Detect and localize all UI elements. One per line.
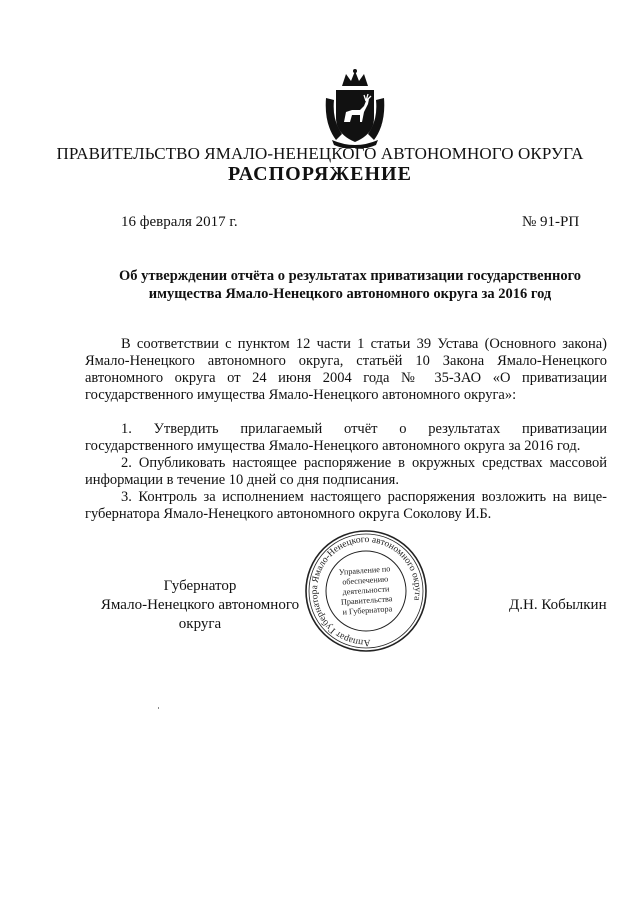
stamp-center-line: и Губернатора [342, 604, 393, 617]
stamp-center-line: Правительства [340, 594, 393, 607]
signer-name: Д.Н. Кобылкин [509, 597, 607, 613]
organization-title: ПРАВИТЕЛЬСТВО ЯМАЛО-НЕНЕЦКОГО АВТОНОМНОГО ОКРУГА [56, 144, 584, 163]
document-body [85, 336, 607, 523]
official-stamp [302, 527, 430, 655]
document-subject [95, 267, 605, 303]
stamp-center-line: обеспечению [341, 574, 389, 587]
stamp-ring-text: Аппарат Губернатора Ямало-Ненецкого автономного округа [309, 534, 423, 648]
order-item: 3. Контроль за исполнением настоящего распоряжения возложить на вице-губернатора Ямало-Ненецкого автономного округа Соколову И.Б. [85, 489, 607, 522]
document-date: 16 февраля 2017 г. [121, 214, 238, 230]
signer-position [85, 577, 315, 634]
document-type-title: РАСПОРЯЖЕНИЕ [228, 163, 412, 185]
document-number: № 91-РП [522, 214, 580, 230]
subject-line: имущества Ямало-Ненецкого автономного округа за 2016 год [148, 286, 552, 302]
scan-artifact [158, 707, 159, 709]
subject-line: Об утверждении отчёта о результатах приватизации государственного [118, 268, 582, 284]
stamp-center-line: Управление по [338, 564, 391, 577]
preamble-paragraph: В соответствии с пунктом 12 части 1 статьи 39 Устава (Основного закона) Ямало-Ненецкого автономного округа, статьёй 10 Закона Ямало-Ненецкого автономного округа от 24 июня 2004 года № 35-ЗАО «О приватизации государственного имущества Ямало-Ненецкого автономного округа»: [85, 336, 607, 403]
signer-position-region: Ямало-Ненецкого автономного округа [100, 597, 300, 632]
order-item: 1. Утвердить прилагаемый отчёт о результатах приватизации государственного имущества Ямало-Ненецкого автономного округа за 2016 год. [85, 421, 607, 454]
coat-of-arms-emblem [322, 68, 388, 148]
stamp-center-line: деятельности [342, 584, 390, 597]
order-item: 2. Опубликовать настоящее распоряжение в окружных средствах массовой информации в течение 10 дней со дня подписания. [85, 455, 607, 488]
signer-position-title: Губернатор [163, 578, 237, 594]
